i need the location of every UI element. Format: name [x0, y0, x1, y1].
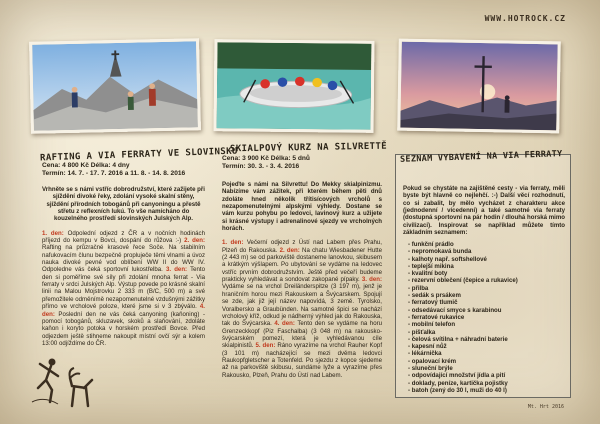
- gear-item: - batoh (zený do 30 l, muži do 40 l): [408, 387, 568, 394]
- col2-day-5-text: Ráno vyrazíme na vrchol Rauher Kopf (3 101 m) nacházející se mezi dvěma ledovci Raukopfgletscher a Totenfeld. Po sjezdu z kopce sjedeme až na parkoviště skibusu, sundáme lyže a vyrazíme přes Rakousko, Plzeň, Prahu do Ústí nad Labem.: [222, 342, 383, 379]
- gear-item: - kvalitní boty: [408, 270, 568, 277]
- col1-intro: Vrhněte se s námi vstříc dobrodružství, které zažijete při sjíždění divoké řeky, zdolání vysoké skalní stěny, sjíždění přírodních tobogánů při canyoningu a přestě střetu z reflexních lukú. To vše namícháno do kouzelného prostředí slovinských Julských Alp.: [42, 186, 205, 223]
- col2-day-3-text: Vydáme se na vrchol Dreiländerspitze (3 197 m), jenž je hraničním horou mezi Rakouskem a Švýcarskem. Spojují se zde, jak již její název napovídá, 3 země. Tyrolsko, Voralbersko a Graubünden. Na samotné špici se nachází vrcholový kříž, odkud je nádherný výhled jak do Rakouska, tak do Švýcarska.: [222, 283, 382, 328]
- gear-item: - píšťalka: [408, 329, 568, 336]
- gear-item: - odpovídající množství jídla a pití: [408, 372, 568, 379]
- col1-itinerary: [42, 230, 205, 348]
- photo-via-ferrata: [29, 38, 201, 134]
- gear-list-box: [395, 149, 571, 398]
- gear-item: - kalhoty např. softshellové: [408, 256, 568, 263]
- col2-intro: Pojeďte s námi na Silvrettu! Do Mekky skialpinizmu. Nabízíme vám zážitek, při kterém během pěti dnů zdoláte hned několik třítisícových vrcholů s nezapomenutelnými alpskými výhledy. Dostane se vám kurzu pohybu po ledovci, lavinový kurz a užijete si krásné výstupy i adrenalinové sjezdy ve vrcholných horách.: [222, 181, 382, 233]
- col1-day-2-text: Rafting na průzračné krasové řece Soče. Na stabilním nafukovacím člunu bezpečně propluječe těmi vlnami a úvoz nauka divoké pevné vod oblíbení WW II do WW IV. Odpoledne vás čeká sportovní lukostřelba.: [42, 244, 205, 274]
- gear-item: - ferratové rukavice: [408, 314, 568, 321]
- gear-item: - rezervní oblečení (čepice a rukavice): [408, 277, 568, 284]
- col2-day-1-label: 1. den:: [222, 239, 244, 247]
- col2-body: [222, 155, 382, 379]
- col2-price: Cena: 3 900 Kč Délka: 5 dnů: [222, 155, 310, 162]
- gear-item: - mobilní telefon: [408, 321, 568, 328]
- col2-term: Termín: 30. 3. - 3. 4. 2016: [222, 163, 300, 170]
- col1-price: Cena: 4 800 Kč Délka: 4 dny: [42, 162, 130, 169]
- gear-item: - odsedávací smyce s karabinou: [408, 307, 568, 314]
- col2-day-2-label: 2. den:: [279, 246, 300, 254]
- climber-figure-icon: [30, 356, 64, 408]
- gear-item: - nepromokavá bunda: [408, 248, 568, 255]
- col2-heading: SKIALPOVÝ KURZ NA SILVRETTĚ: [229, 141, 388, 155]
- col1-day-1-text: Odpolední odjezd z ČR a v nočních hodinách příjezd do kempu v Bovci, dospání do růžova :-): [42, 229, 205, 245]
- col1-day-4-label: 4. den:: [42, 303, 205, 318]
- col1-day-3-label: 3. den:: [166, 266, 188, 274]
- col2-day-4-text: Tento den se vydáme na horu Grenzeckkopf (Piz Faschalba) (3 048 m) na rakousko-švýcarském pomezí, která je vyhledávanou cíle skialpinistů.: [222, 320, 383, 350]
- gear-item: - opalovací krém: [408, 358, 568, 365]
- col1-day-4-text: Poslední den ne vás čeká canyoning (kaňoning) - pomocí tobogánů, skluzavek, skoků a slaňování, zdoláte kaňon i koryto potoka v horském prostředí Bovce. Před odjezdem ještě stihneme nakoupit místní ovčí sýr a kolem 13:00 odjíždíme do ČR.: [42, 310, 205, 347]
- photo-summit-cross: [397, 39, 561, 134]
- col2-day-2-text: Na chatu Wiesbadener Hutte (2 443 m) se od parkoviště dostaneme lanovkou, skibusem a krátkým výšlapem. Po ubytování se vydáme na ledovec vstříc prvním dobrodružstvím. Ještě před večeří budeme prakticky vyhledávat a sondovat zakopané pípaky.: [222, 246, 382, 284]
- gear-item: - čelová svítilna + náhradní baterie: [408, 336, 568, 343]
- gear-item: - sluneční brýle: [408, 365, 568, 372]
- gear-list: [408, 241, 568, 394]
- col2-day-4-label: 4. den:: [274, 320, 295, 328]
- col2-day-3-label: 3. den:: [361, 276, 382, 284]
- col1-day-3-text: Tento den si poměříme své síly při zdolání mnoha ferrat - Via ferraty v srdci Julských Alp. Výstup povede po krásné skalní linii na Malou Mojstrovku 2 333 m (B/C, 500 m) a své přemožitele odměnímě nezapomenutelné vzdušnými zážitky přímo ve vrcholové poloze, které jsme si v 3 zbýválo.: [42, 266, 205, 311]
- gear-item: - sedák s prsákem: [408, 292, 568, 299]
- gear-item: - lékárnička: [408, 350, 568, 357]
- gear-item: - kapesní nůž: [408, 343, 568, 350]
- ibex-figure-icon: [64, 366, 94, 410]
- signature: Mt. Hrt 2016: [527, 404, 564, 410]
- col1-term: Termín: 14. 7. - 17. 7. 2016 a 11. 8. - 14. 8. 2016: [42, 170, 186, 177]
- col2-day-1-text: Večerní odjezd z Ústí nad Labem přes Prahu, Plzeň do Rakouska.: [222, 239, 383, 254]
- col1-body: [42, 162, 205, 347]
- col1-day-2-label: 2. den:: [184, 237, 205, 245]
- col2-itinerary: [222, 239, 382, 379]
- gear-item: - doklady, peníze, kartička pojistky: [408, 380, 568, 387]
- brand-url[interactable]: WWW.HOTROCK.CZ: [484, 14, 566, 23]
- gear-item: - ferratový tlumič: [408, 299, 568, 306]
- gear-item: - funkční prádlo: [408, 241, 568, 248]
- photo-rafting: [214, 39, 375, 133]
- col2-day-5-label: 5. den:: [255, 342, 276, 350]
- col1-heading: RAFTING A VIA FERRATY VE SLOVINSKU: [39, 146, 238, 164]
- col3-intro: Pokud se chystáte na zajištěné cesty - via ferraty, měli byste být hlavně co nejlehčí. :-) Další věcí rozhodnutí, co si zabalit, by mělo vycházet z charakteru akce (jednodenní / vícedenní) a také samotné via ferraty (dostupná sportovní na pár hodin / dlouhá horská mimo civilizaci). Inspirovat se například můžete tímto základním seznamem:: [403, 185, 565, 237]
- gear-item: - teplejší mikina: [408, 263, 568, 270]
- gear-item: - přilba: [408, 285, 568, 292]
- col1-day-1-label: 1. den:: [42, 229, 64, 237]
- col3-heading: SEZNAM VYBAVENÍ NA VIA FERRATY: [399, 149, 563, 165]
